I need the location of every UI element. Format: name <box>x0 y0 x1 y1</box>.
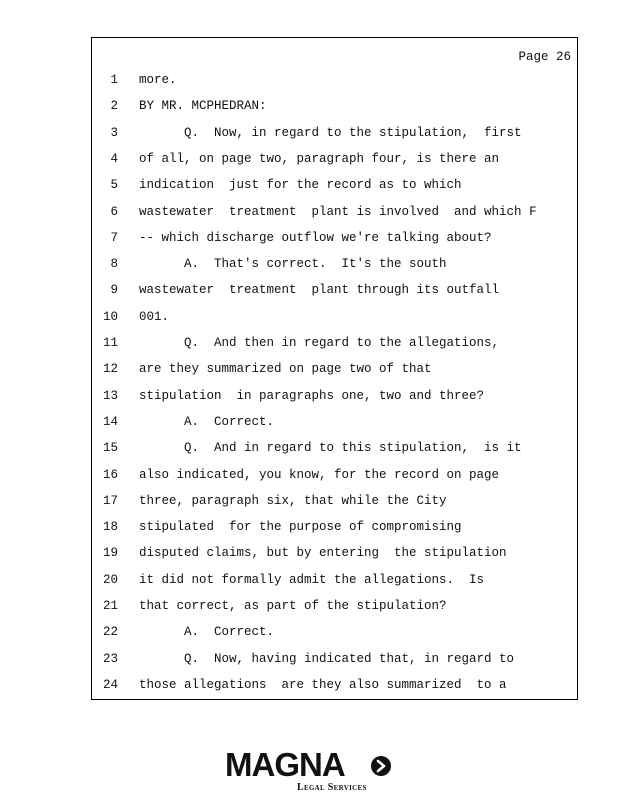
line-text: three, paragraph six, that while the City <box>139 493 447 508</box>
magna-logo <box>225 748 395 794</box>
transcript-line <box>92 362 577 382</box>
line-number: 21 <box>102 599 118 613</box>
transcript-line <box>92 625 577 645</box>
line-text: indication just for the record as to which <box>139 178 462 193</box>
transcript-line <box>92 152 577 172</box>
transcript-page <box>91 37 578 700</box>
line-text: Q. Now, having indicated that, in regard to <box>139 651 515 666</box>
line-text: are they summarized on page two of that <box>139 362 432 377</box>
transcript-line <box>92 415 577 435</box>
line-number: 18 <box>102 520 118 535</box>
line-number: 10 <box>102 309 118 324</box>
transcript-line <box>92 573 577 593</box>
line-number: 22 <box>102 625 118 640</box>
line-text: Q. And then in regard to the allegations, <box>139 336 500 350</box>
line-text: BY MR. MCPHEDRAN: <box>139 99 267 114</box>
line-text: stipulated for the purpose of compromising <box>139 520 462 535</box>
line-number: 4 <box>110 151 118 166</box>
transcript-line <box>92 678 577 698</box>
line-number: 14 <box>102 414 118 429</box>
line-number: 9 <box>110 283 118 298</box>
transcript-line <box>92 126 577 146</box>
transcript-line <box>92 205 577 225</box>
line-number: 5 <box>110 178 118 193</box>
page-number: Page 26 <box>518 50 571 64</box>
line-number: 15 <box>102 441 118 456</box>
line-text: those allegations are they also summarized to a <box>139 677 507 692</box>
transcript-line <box>92 283 577 303</box>
transcript-line <box>92 468 577 488</box>
transcript-line <box>92 310 577 330</box>
line-number: 17 <box>102 493 118 508</box>
line-number: 7 <box>110 230 118 245</box>
line-text: A. That's correct. It's the south <box>139 257 447 272</box>
transcript-line <box>92 520 577 540</box>
line-number: 1 <box>110 73 118 87</box>
line-number: 23 <box>102 651 118 666</box>
transcript-line <box>92 99 577 119</box>
line-text: -- which discharge outflow we're talking about? <box>139 230 492 245</box>
line-number: 19 <box>102 546 118 561</box>
line-text: stipulation in paragraphs one, two and three? <box>139 388 485 403</box>
line-number: 24 <box>102 677 118 692</box>
line-text: also indicated, you know, for the record on page <box>139 467 500 482</box>
line-text: A. Correct. <box>139 625 275 640</box>
transcript-line <box>92 652 577 672</box>
transcript-line <box>92 257 577 277</box>
line-number: 6 <box>110 204 118 219</box>
transcript-line <box>92 494 577 514</box>
transcript-line <box>92 178 577 198</box>
line-number: 2 <box>110 99 118 114</box>
transcript-line <box>92 73 577 93</box>
line-text: wastewater treatment plant is involved and which F <box>139 204 537 219</box>
line-text: of all, on page two, paragraph four, is there an <box>139 151 500 166</box>
line-text: that correct, as part of the stipulation? <box>139 599 447 613</box>
line-number: 13 <box>102 388 118 403</box>
line-number: 3 <box>110 125 118 140</box>
line-number: 20 <box>102 572 118 587</box>
line-number: 11 <box>102 336 118 350</box>
logo-subtitle: Legal Services <box>297 782 367 793</box>
transcript-line <box>92 336 577 356</box>
line-text: more. <box>139 73 177 87</box>
line-text: disputed claims, but by entering the stipulation <box>139 546 507 561</box>
logo-wordmark: MAGNA <box>225 746 345 783</box>
line-text: Q. Now, in regard to the stipulation, first <box>139 125 522 140</box>
transcript-line <box>92 599 577 619</box>
transcript-line <box>92 441 577 461</box>
line-text: Q. And in regard to this stipulation, is it <box>139 441 522 456</box>
line-number: 8 <box>110 257 118 272</box>
transcript-line <box>92 231 577 251</box>
line-text: A. Correct. <box>139 414 275 429</box>
line-number: 12 <box>102 362 118 377</box>
line-text: wastewater treatment plant through its outfall <box>139 283 500 298</box>
line-number: 16 <box>102 467 118 482</box>
chevron-right-circle-icon <box>370 755 392 777</box>
transcript-line <box>92 389 577 409</box>
transcript-line <box>92 546 577 566</box>
line-text: it did not formally admit the allegations. Is <box>139 572 485 587</box>
line-text: 001. <box>139 309 170 324</box>
